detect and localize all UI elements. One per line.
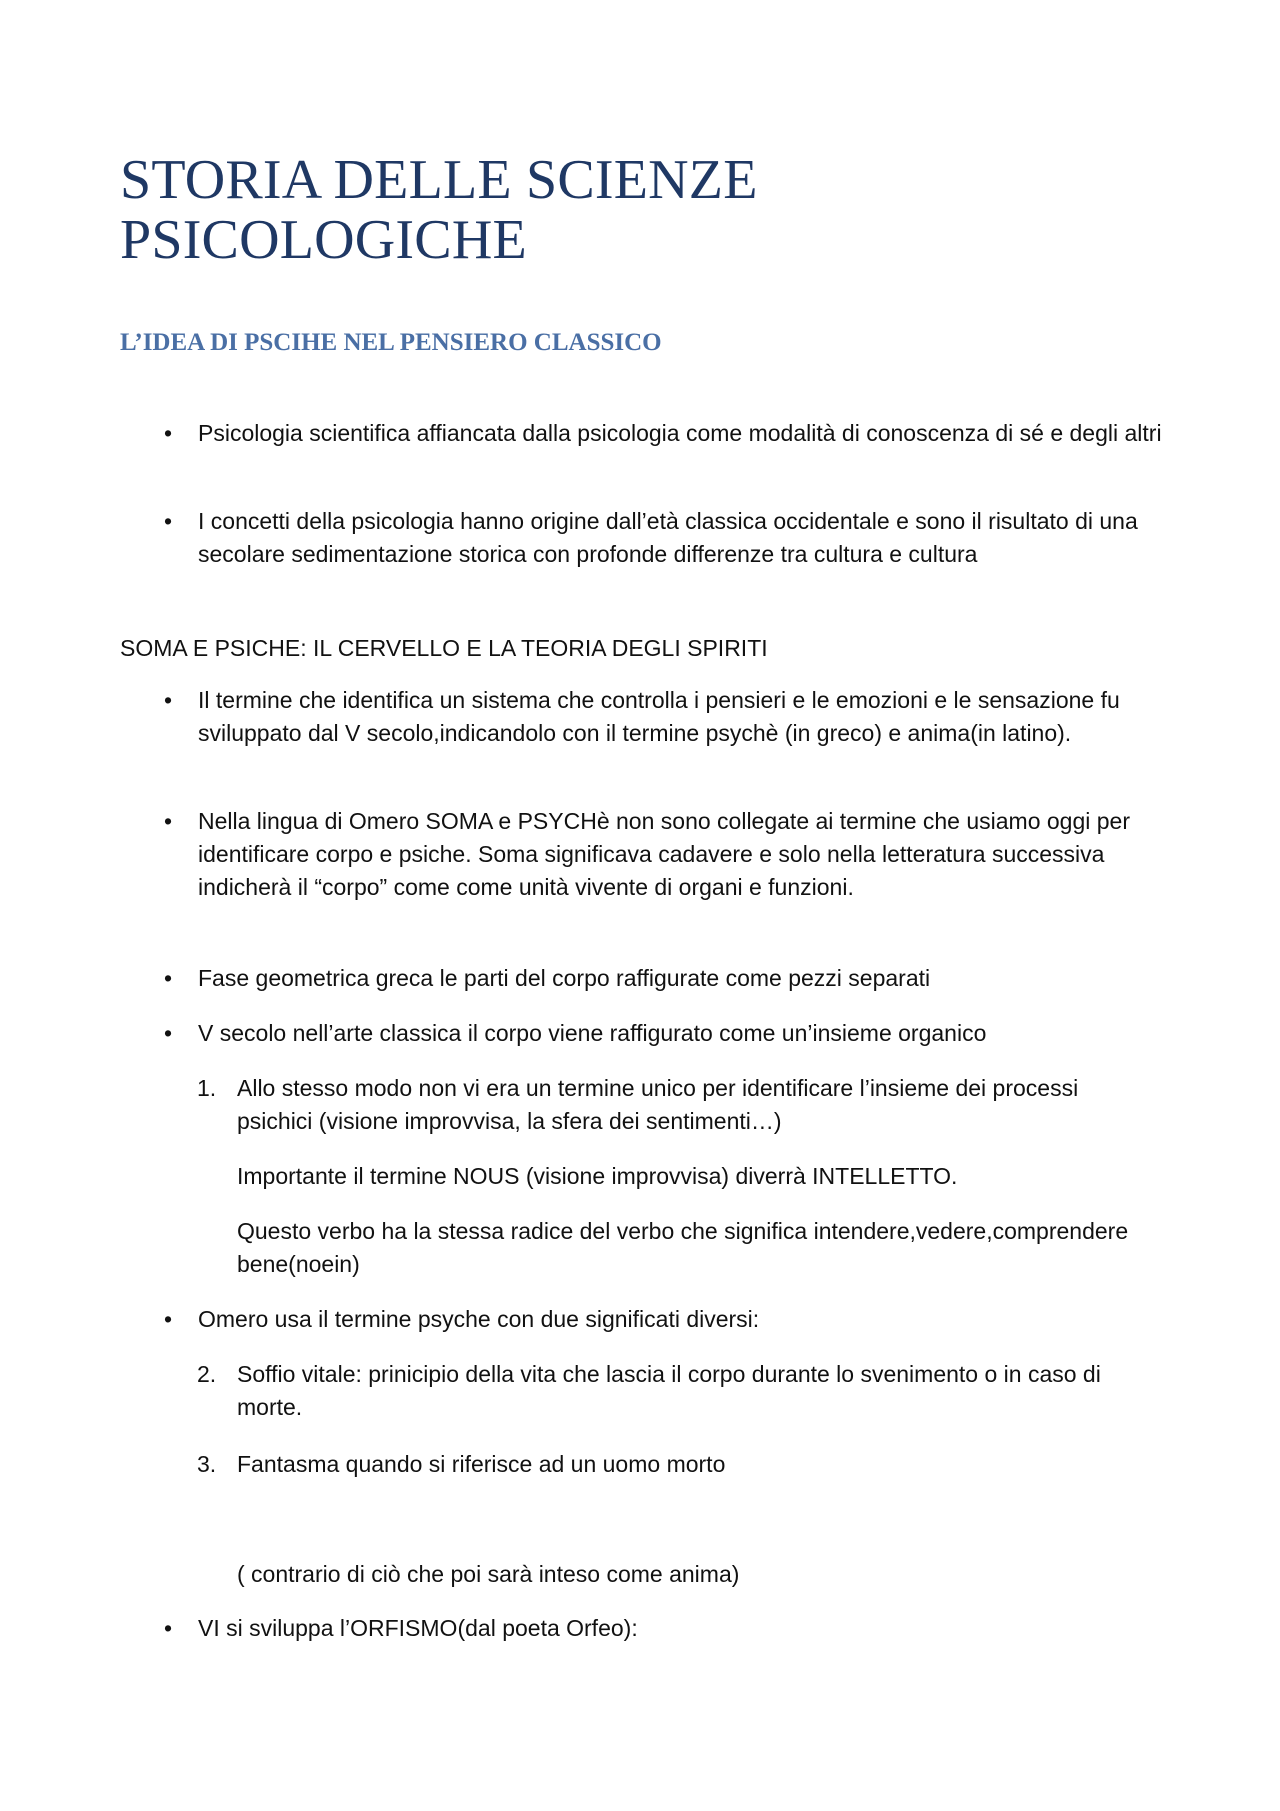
- paragraph: ( contrario di ciò che poi sarà inteso come anima): [237, 1561, 740, 1587]
- bullet-text: I concetti della psicologia hanno origine dall’età classica occidentale e sono il risultato di una secolare sedimentazione storica con profonde differenze tra cultura e cultura: [198, 508, 1138, 567]
- bullet-item: [163, 1612, 1178, 1645]
- bullet-text: Fase geometrica greca le parti del corpo raffigurate come pezzi separati: [198, 965, 931, 991]
- numbered-text: Soffio vitale: prinicipio della vita che lascia il corpo durante lo svenimento o in caso di morte.: [237, 1361, 1101, 1420]
- bullet-text: Omero usa il termine psyche con due significati diversi:: [198, 1306, 760, 1332]
- document-title: [120, 150, 1020, 270]
- paragraph: Importante il termine NOUS (visione improvvisa) diverrà INTELLETTO.: [237, 1163, 958, 1189]
- title-line-2: PSICOLOGICHE: [120, 209, 527, 271]
- bullet-icon: •: [163, 687, 173, 713]
- paragraph: Questo verbo ha la stessa radice del verbo che significa intendere,vedere,comprendere bene(noein): [237, 1218, 1129, 1277]
- bullet-icon: •: [163, 420, 173, 446]
- bullet-text: V secolo nell’arte classica il corpo viene raffigurato come un’insieme organico: [198, 1020, 987, 1046]
- bullet-item: [163, 417, 1178, 450]
- bullet-text: Il termine che identifica un sistema che controlla i pensieri e le emozioni e le sensazione fu sviluppato dal V secolo,indicandolo con il termine psychè (in greco) e anima(in latino).: [198, 687, 1120, 746]
- bullet-icon: •: [163, 1020, 173, 1046]
- bullet-item: [163, 684, 1178, 750]
- item-number: 3.: [197, 1451, 217, 1477]
- bullet-item: [163, 505, 1178, 571]
- numbered-item: [197, 1072, 1157, 1138]
- item-number: 1.: [197, 1075, 217, 1101]
- bullet-item: [163, 1303, 1178, 1336]
- numbered-item: [197, 1448, 1157, 1481]
- bullet-text: Nella lingua di Omero SOMA e PSYCHè non sono collegate ai termine che usiamo oggi per identificare corpo e psiche. Soma significava cadavere e solo nella letteratura successiva indicherà il “corpo” come come unità vivente di organi e funzioni.: [198, 808, 1130, 900]
- numbered-item: [197, 1358, 1157, 1424]
- bullet-text: VI si sviluppa l’ORFISMO(dal poeta Orfeo):: [198, 1615, 638, 1641]
- bullet-text: Psicologia scientifica affiancata dalla psicologia come modalità di conoscenza di sé e degli altri: [198, 420, 1162, 446]
- bullet-icon: •: [163, 808, 173, 834]
- numbered-text: Fantasma quando si riferisce ad un uomo morto: [237, 1451, 726, 1477]
- item-number: 2.: [197, 1361, 217, 1387]
- bullet-icon: •: [163, 508, 173, 534]
- bullet-item: [163, 1017, 1178, 1050]
- bullet-item: [163, 805, 1178, 904]
- bullet-item: [163, 962, 1178, 995]
- section-heading: SOMA E PSICHE: IL CERVELLO E LA TEORIA DEGLI SPIRITI: [120, 635, 768, 661]
- title-line-1: STORIA DELLE SCIENZE: [120, 149, 758, 211]
- numbered-text: Allo stesso modo non vi era un termine unico per identificare l’insieme dei processi psichici (visione improvvisa, la sfera dei sentimenti…): [237, 1075, 1079, 1134]
- section-subtitle: L’IDEA DI PSCIHE NEL PENSIERO CLASSICO: [120, 329, 662, 356]
- bullet-icon: •: [163, 1615, 173, 1641]
- bullet-icon: •: [163, 1306, 173, 1332]
- bullet-icon: •: [163, 965, 173, 991]
